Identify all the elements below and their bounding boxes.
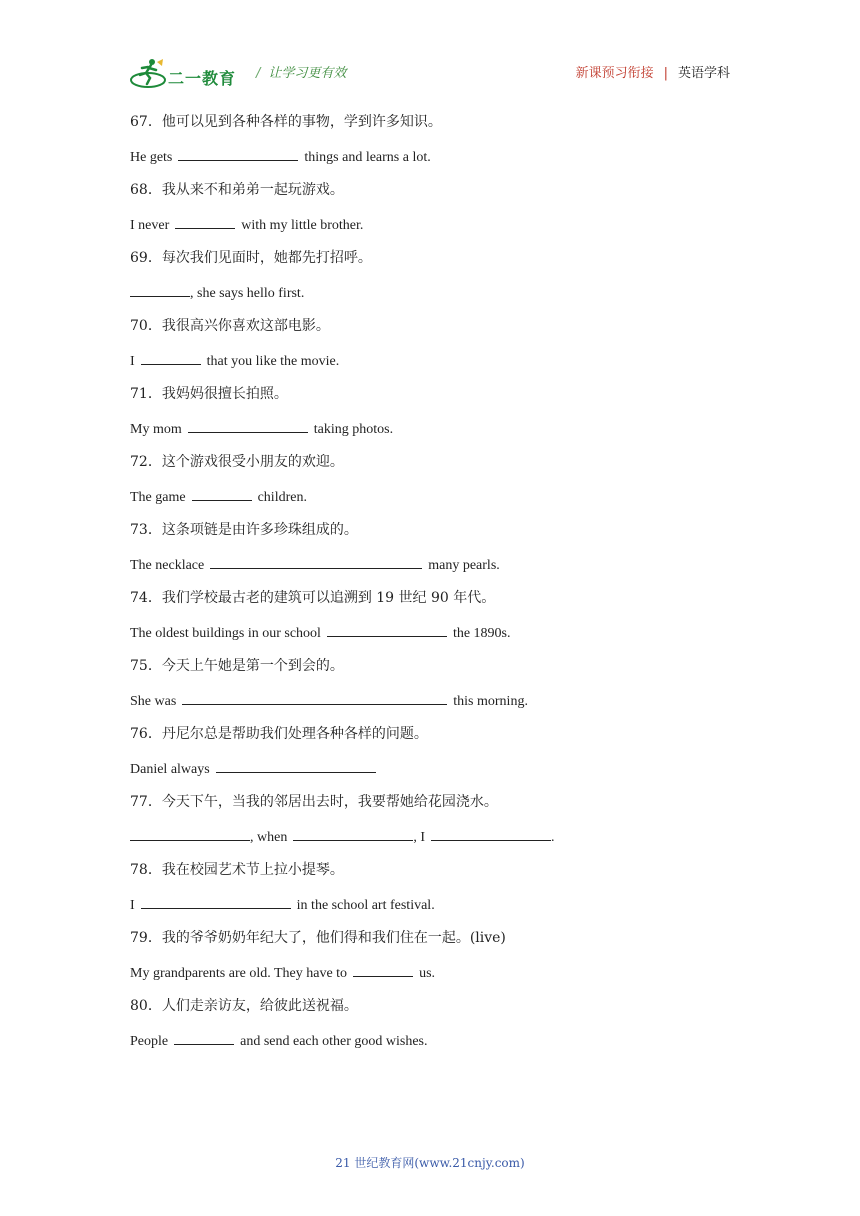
sentence-part: I never <box>130 218 170 233</box>
question-sentence <box>130 280 730 314</box>
question-67 <box>130 110 730 178</box>
question-prompt: 70．我很高兴你喜欢这部电影。 <box>130 318 330 334</box>
answer-blank[interactable] <box>178 144 298 161</box>
answer-blank[interactable] <box>431 824 551 841</box>
sentence-part: She was <box>130 694 177 709</box>
answer-blank[interactable] <box>182 688 447 705</box>
sentence-part: My grandparents are old. They have to <box>130 966 348 981</box>
question-prompt: 68．我从来不和弟弟一起玩游戏。 <box>130 182 344 198</box>
answer-blank[interactable] <box>130 824 250 841</box>
question-sentence <box>130 484 730 518</box>
sentence-part: Daniel always <box>130 762 210 777</box>
sentence-part: in the school art festival. <box>296 898 435 913</box>
sentence-part: this morning. <box>453 694 528 709</box>
question-prompt: 80．人们走亲访友，给彼此送祝福。 <box>130 998 358 1014</box>
sentence-part: taking photos. <box>313 422 394 437</box>
sentence-part: I <box>130 354 135 369</box>
answer-blank[interactable] <box>192 484 252 501</box>
sentence-part: My mom <box>130 422 182 437</box>
runner-logo-icon <box>130 56 170 90</box>
sentence-part: with my little brother. <box>241 218 364 233</box>
answer-blank[interactable] <box>175 212 235 229</box>
sentence-part: . <box>551 830 555 845</box>
sentence-part: that you like the movie. <box>206 354 340 369</box>
sentence-part: things and learns a lot. <box>304 150 431 165</box>
sentence-part: The game <box>130 490 186 505</box>
question-sentence <box>130 756 730 790</box>
sentence-part: People <box>130 1034 169 1049</box>
question-73 <box>130 518 730 586</box>
question-sentence <box>130 416 730 450</box>
subject-label: 英语学科 <box>677 66 730 81</box>
exercise-list <box>130 110 730 1062</box>
answer-blank[interactable] <box>141 348 201 365</box>
question-prompt: 78．我在校园艺术节上拉小提琴。 <box>130 862 344 878</box>
header-right <box>576 62 730 81</box>
question-78 <box>130 858 730 926</box>
question-sentence <box>130 1028 730 1062</box>
question-prompt: 74．我们学校最古老的建筑可以追溯到 19 世纪 90 年代。 <box>130 590 496 606</box>
answer-blank[interactable] <box>353 960 413 977</box>
question-sentence <box>130 348 730 382</box>
answer-blank[interactable] <box>293 824 413 841</box>
answer-blank[interactable] <box>141 892 291 909</box>
sentence-part: and send each other good wishes. <box>240 1034 428 1049</box>
question-75 <box>130 654 730 722</box>
sentence-part: The oldest buildings in our school <box>130 626 321 641</box>
question-prompt: 76．丹尼尔总是帮助我们处理各种各样的问题。 <box>130 726 428 742</box>
page-footer: 21 世纪教育网(www.21cnjy.com) <box>335 1156 525 1170</box>
answer-blank[interactable] <box>130 280 190 297</box>
header-separator: | <box>663 66 668 81</box>
answer-blank[interactable] <box>327 620 447 637</box>
sentence-part: The necklace <box>130 558 205 573</box>
question-69 <box>130 246 730 314</box>
page-header <box>130 52 730 92</box>
question-sentence <box>130 552 730 586</box>
slogan-text: 让学习更有效 <box>268 66 347 81</box>
question-71 <box>130 382 730 450</box>
sentence-part: I <box>130 898 135 913</box>
question-79 <box>130 926 730 994</box>
question-prompt: 69．每次我们见面时，她都先打招呼。 <box>130 250 372 266</box>
question-74 <box>130 586 730 654</box>
question-70 <box>130 314 730 382</box>
sentence-part: , I <box>413 830 425 845</box>
question-sentence <box>130 212 730 246</box>
sentence-part: children. <box>257 490 307 505</box>
question-sentence <box>130 144 730 178</box>
course-label: 新课预习衔接 <box>575 66 654 81</box>
question-prompt: 71．我妈妈很擅长拍照。 <box>130 386 288 402</box>
sentence-part: , when <box>250 830 288 845</box>
question-77 <box>130 790 730 858</box>
logo <box>130 56 240 90</box>
question-prompt: 75．今天上午她是第一个到会的。 <box>130 658 344 674</box>
question-72 <box>130 450 730 518</box>
sentence-part: , she says hello first. <box>190 286 305 301</box>
sentence-part: He gets <box>130 150 173 165</box>
question-prompt: 72．这个游戏很受小朋友的欢迎。 <box>130 454 344 470</box>
logo-text: 二一教育 <box>168 69 237 88</box>
question-prompt: 67．他可以见到各种各样的事物，学到许多知识。 <box>130 114 442 130</box>
question-sentence <box>130 892 730 926</box>
sentence-part: many pearls. <box>428 558 500 573</box>
question-80 <box>130 994 730 1062</box>
sentence-part: the 1890s. <box>452 626 511 641</box>
question-prompt: 73．这条项链是由许多珍珠组成的。 <box>130 522 358 538</box>
answer-blank[interactable] <box>188 416 308 433</box>
question-sentence <box>130 960 730 994</box>
question-sentence <box>130 688 730 722</box>
question-prompt: 77．今天下午，当我的邻居出去时，我要帮她给花园浇水。 <box>130 794 498 810</box>
answer-blank[interactable] <box>216 756 376 773</box>
question-76 <box>130 722 730 790</box>
question-sentence <box>130 620 730 654</box>
question-68 <box>130 178 730 246</box>
answer-blank[interactable] <box>174 1028 234 1045</box>
slogan: / 让学习更有效 <box>256 66 347 81</box>
answer-blank[interactable] <box>210 552 422 569</box>
question-prompt: 79．我的爷爷奶奶年纪大了，他们得和我们住在一起。(live) <box>130 930 506 946</box>
sentence-part: us. <box>419 966 436 981</box>
question-sentence <box>130 824 730 858</box>
